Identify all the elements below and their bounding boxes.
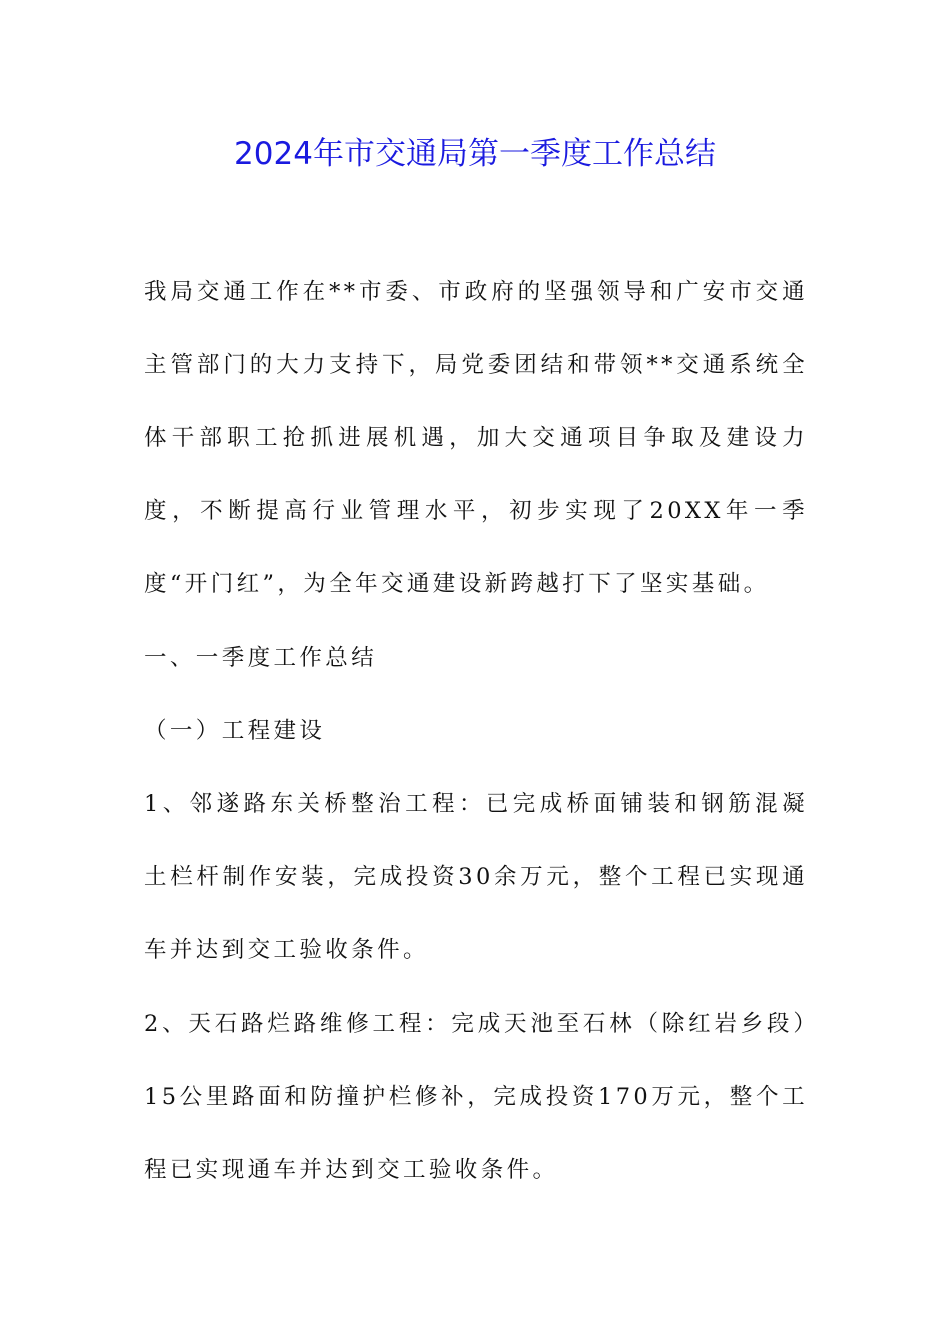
item-1-block	[144, 768, 808, 987]
document-title: 2024年市交通局第一季度工作总结	[234, 136, 716, 172]
item-2-block	[144, 988, 808, 1207]
section-heading: 一、一季度工作总结	[144, 645, 378, 671]
list-item: 1、邻遂路东关桥整治工程：已完成桥面铺装和钢筋混凝土栏杆制作安装，完成投资30余万元，整个工程已实现通车并达到交工验收条件。	[144, 791, 808, 963]
section-heading-block	[144, 622, 808, 695]
subsection-heading: （一）工程建设	[144, 718, 326, 744]
list-item: 2、天石路烂路维修工程：完成天池至石林（除红岩乡段）15公里路面和防撞护栏修补，完成投资170万元，整个工程已实现通车并达到交工验收条件。	[144, 1011, 808, 1183]
intro-paragraph-block	[144, 256, 808, 621]
intro-paragraph: 我局交通工作在**市委、市政府的坚强领导和广安市交通主管部门的大力支持下，局党委团结和带领**交通系统全体干部职工抢抓进展机遇，加大交通项目争取及建设力度，不断提高行业管理水平，初步实现了20XX年一季度“开门红”，为全年交通建设新跨越打下了坚实基础。	[144, 279, 808, 597]
subsection-heading-block	[144, 695, 808, 768]
